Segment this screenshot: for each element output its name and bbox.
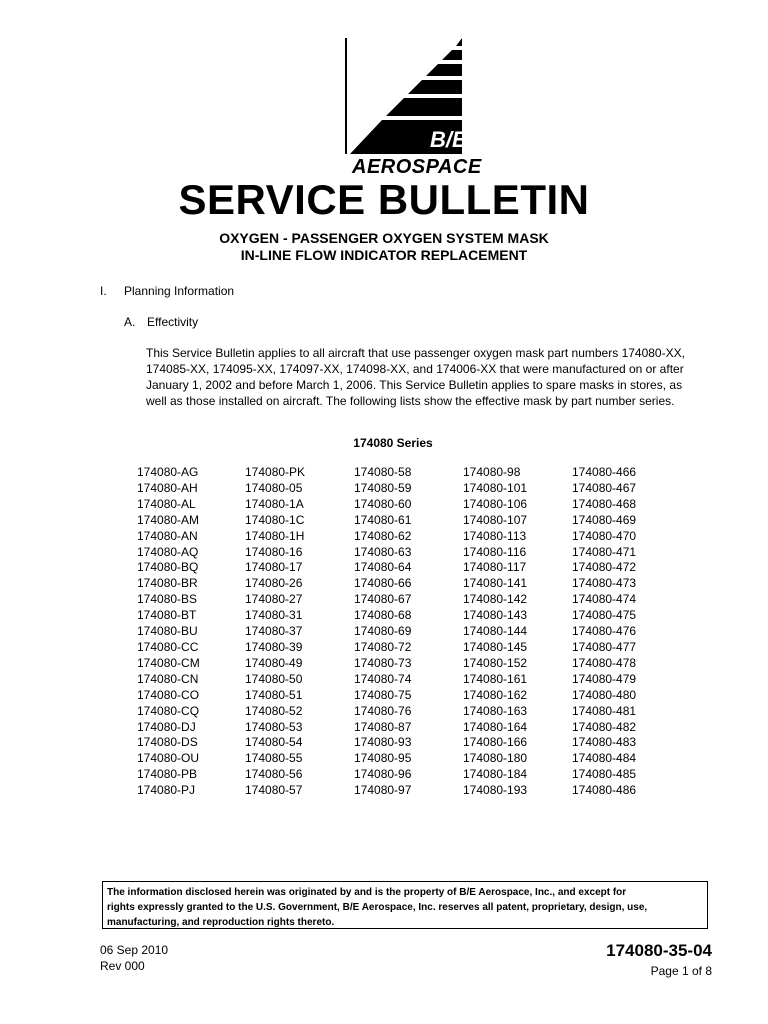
part-number: 174080-166 (463, 735, 528, 750)
part-number: 174080-484 (572, 751, 637, 766)
part-number: 174080-AM (137, 512, 200, 527)
part-number: 174080-DS (137, 735, 198, 750)
part-number: 174080-54 (245, 735, 303, 750)
part-number: 174080-56 (245, 767, 303, 782)
part-number: 174080-39 (245, 639, 303, 654)
subsection-title: Effectivity (147, 315, 199, 329)
part-number: 174080-477 (572, 639, 637, 654)
part-number: 174080-180 (463, 751, 528, 766)
part-number: 174080-AH (137, 480, 198, 495)
part-number: 174080-BT (137, 608, 197, 623)
part-number: 174080-52 (245, 703, 303, 718)
part-number: 174080-193 (463, 783, 528, 798)
part-number: 174080-485 (572, 767, 637, 782)
part-number: 174080-184 (463, 767, 528, 782)
notice-line: rights expressly granted to the U.S. Government, B/E Aerospace, Inc. reserves all patent, proprietary, design, use, (107, 902, 648, 913)
part-number: 174080-16 (245, 544, 303, 559)
part-number: 174080-CQ (137, 703, 200, 718)
effectivity-paragraph (146, 345, 726, 409)
part-number: 174080-164 (463, 719, 528, 734)
part-number: 174080-74 (354, 671, 412, 686)
part-number: 174080-37 (245, 624, 303, 639)
revision: Rev 000 (100, 959, 145, 973)
part-column (463, 465, 527, 799)
subtitle-line-2: IN-LINE FLOW INDICATOR REPLACEMENT (240, 247, 528, 263)
part-number: 174080-50 (245, 671, 303, 686)
part-number: 174080-95 (354, 751, 412, 766)
part-number: 174080-87 (354, 719, 412, 734)
part-number: 174080-67 (354, 592, 412, 607)
part-number: 174080-468 (572, 496, 637, 511)
part-number: 174080-CO (137, 687, 200, 702)
paragraph-line: well as those installed on aircraft. The following lists show the effective mask by part number series. (146, 394, 675, 408)
part-number: 174080-CC (137, 639, 199, 654)
part-number: 174080-49 (245, 655, 303, 670)
part-number: 174080-AG (137, 465, 199, 479)
issue-date: 06 Sep 2010 (100, 943, 169, 957)
page-title: SERVICE BULLETIN (178, 176, 590, 223)
document-number: 174080-35-04 (606, 941, 712, 960)
part-number: 174080-CN (137, 671, 199, 686)
part-number: 174080-162 (463, 687, 528, 702)
paragraph-line: January 1, 2002 and before March 1, 2006. This Service Bulletin applies to spare masks in stores, as (146, 378, 683, 392)
part-column (245, 465, 305, 799)
part-number: 174080-57 (245, 783, 303, 798)
part-number: 174080-72 (354, 639, 412, 654)
part-number: 174080-467 (572, 480, 637, 495)
part-number: 174080-478 (572, 655, 637, 670)
footer-left (100, 942, 168, 974)
part-number: 174080-BQ (137, 560, 199, 575)
part-number: 174080-143 (463, 608, 528, 623)
part-number: 174080-75 (354, 687, 412, 702)
part-number: 174080-473 (572, 576, 637, 591)
part-number: 174080-AL (137, 496, 196, 511)
part-number: 174080-144 (463, 624, 528, 639)
part-number: 174080-64 (354, 560, 412, 575)
part-number: 174080-479 (572, 671, 637, 686)
part-number: 174080-73 (354, 655, 412, 670)
part-number: 174080-62 (354, 528, 412, 543)
section-number: I. (100, 284, 107, 298)
series-title: 174080 Series (353, 436, 433, 450)
part-number: 174080-63 (354, 544, 412, 559)
part-number: 174080-486 (572, 783, 637, 798)
part-number: 174080-AQ (137, 544, 199, 559)
part-number: 174080-145 (463, 639, 528, 654)
part-column (354, 465, 411, 799)
part-number: 174080-76 (354, 703, 412, 718)
part-number: 174080-474 (572, 592, 637, 607)
part-number: 174080-68 (354, 608, 412, 623)
part-number: 174080-163 (463, 703, 528, 718)
part-number: 174080-93 (354, 735, 412, 750)
part-number: 174080-59 (354, 480, 412, 495)
part-number: 174080-472 (572, 560, 637, 575)
part-number: 174080-106 (463, 496, 528, 511)
part-number: 174080-116 (463, 544, 527, 559)
part-number: 174080-05 (245, 480, 303, 495)
part-number: 174080-PK (245, 465, 306, 479)
part-number: 174080-BS (137, 592, 198, 607)
part-number: 174080-113 (463, 528, 527, 543)
part-number: 174080-152 (463, 655, 528, 670)
part-number: 174080-PJ (137, 783, 196, 798)
part-number: 174080-141 (463, 576, 528, 591)
part-number: 174080-27 (245, 592, 303, 607)
part-number: 174080-483 (572, 735, 637, 750)
part-number: 174080-58 (354, 465, 412, 479)
part-number: 174080-31 (245, 608, 303, 623)
part-number: 174080-17 (245, 560, 303, 575)
notice-line: The information disclosed herein was originated by and is the property of B/E Aerospace, Inc., and except for (107, 887, 627, 898)
part-number: 174080-107 (463, 512, 528, 527)
part-number: 174080-96 (354, 767, 412, 782)
part-number: 174080-55 (245, 751, 303, 766)
part-number: 174080-BR (137, 576, 198, 591)
part-number: 174080-101 (463, 480, 528, 495)
part-number: 174080-142 (463, 592, 528, 607)
part-number: 174080-482 (572, 719, 637, 734)
part-number: 174080-98 (463, 465, 521, 479)
notice-line: manufacturing, and reproduction rights thereto. (107, 917, 335, 928)
page-number: Page 1 of 8 (650, 964, 712, 978)
part-number: 174080-475 (572, 608, 637, 623)
part-number: 174080-471 (572, 544, 637, 559)
part-number: 174080-470 (572, 528, 637, 543)
part-column (137, 465, 200, 799)
subtitle-line-1: OXYGEN - PASSENGER OXYGEN SYSTEM MASK (219, 230, 549, 246)
section-title: Planning Information (124, 284, 235, 298)
part-number: 174080-481 (572, 703, 637, 718)
subsection-letter: A. (124, 315, 136, 329)
part-number: 174080-1A (245, 496, 304, 511)
paragraph-line: 174085-XX, 174095-XX, 174097-XX, 174098-XX, and 174006-XX that were manufactured on or after (146, 362, 684, 376)
part-number: 174080-480 (572, 687, 637, 702)
part-number: 174080-CM (137, 655, 200, 670)
part-number: 174080-469 (572, 512, 637, 527)
part-number: 174080-60 (354, 496, 412, 511)
part-column (572, 465, 636, 799)
part-number: 174080-51 (245, 687, 303, 702)
part-number: 174080-161 (463, 671, 528, 686)
part-number: 174080-OU (137, 751, 200, 766)
logo-monogram: B/E (430, 127, 467, 152)
part-number: 174080-69 (354, 624, 412, 639)
part-number: 174080-61 (354, 512, 412, 527)
part-number: 174080-AN (137, 528, 198, 543)
part-number: 174080-1C (245, 512, 305, 527)
part-number: 174080-DJ (137, 719, 196, 734)
logo-wordmark: AEROSPACE (352, 156, 482, 178)
part-number: 174080-1H (245, 528, 305, 543)
part-number: 174080-476 (572, 624, 637, 639)
proprietary-notice (102, 881, 708, 929)
part-number: 174080-BU (137, 624, 198, 639)
part-number: 174080-53 (245, 719, 303, 734)
paragraph-line: This Service Bulletin applies to all aircraft that use passenger oxygen mask part numbers 174080-XX, (146, 346, 685, 360)
part-number: 174080-26 (245, 576, 303, 591)
part-number: 174080-97 (354, 783, 412, 798)
part-number: 174080-PB (137, 767, 198, 782)
part-number: 174080-466 (572, 465, 637, 479)
part-number: 174080-117 (463, 560, 527, 575)
part-number: 174080-66 (354, 576, 412, 591)
